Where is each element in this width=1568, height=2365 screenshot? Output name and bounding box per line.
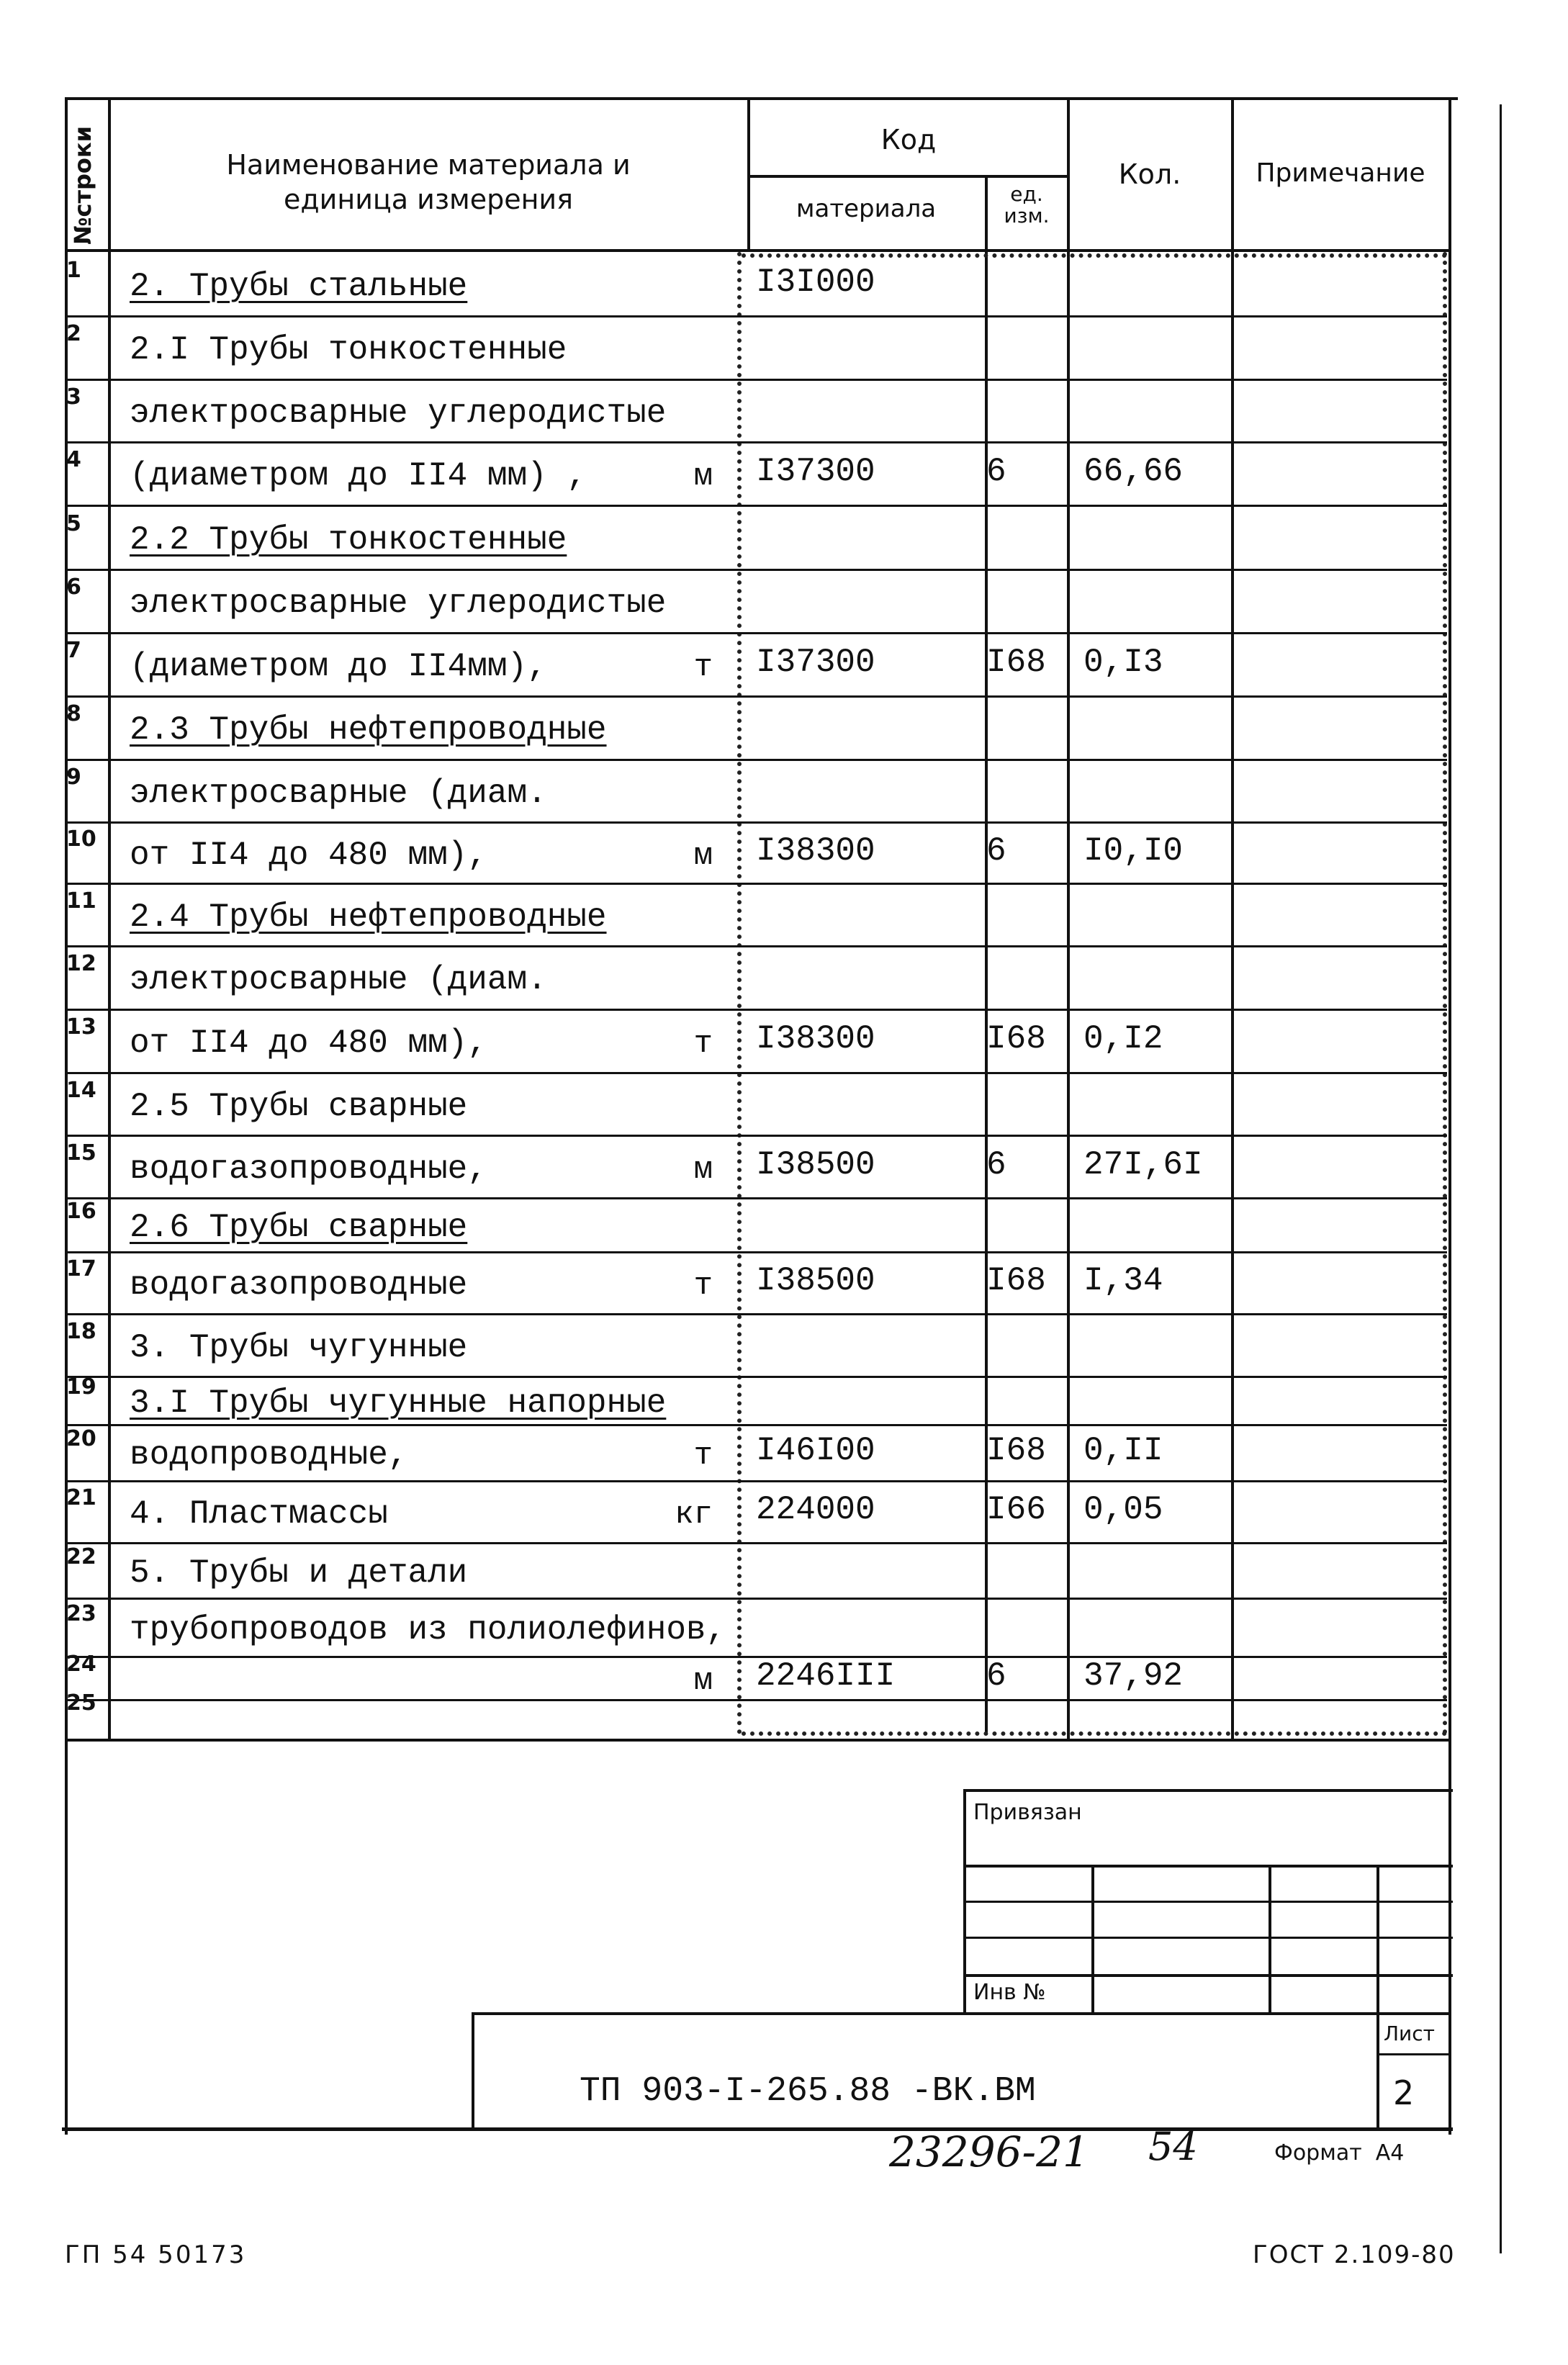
row-separator bbox=[65, 759, 1447, 761]
material-name: 3.I Трубы чугунные напорные bbox=[130, 1384, 667, 1422]
row-separator bbox=[65, 1313, 1447, 1315]
row-number: 15 bbox=[66, 1140, 96, 1166]
material-name: трубопроводов из полиолефинов, bbox=[130, 1611, 726, 1649]
sheet-label: Лист bbox=[1384, 2022, 1435, 2045]
stamp-col-2 bbox=[1269, 1865, 1271, 2012]
code-left-dotted bbox=[737, 252, 742, 1735]
material-name: 2.2 Трубы тонкостенные bbox=[130, 521, 567, 559]
row-number: 2 bbox=[66, 321, 81, 346]
material-code: I46I00 bbox=[756, 1432, 875, 1469]
quantity: 27I,6I bbox=[1083, 1145, 1203, 1184]
material-name: 2.5 Трубы сварные bbox=[130, 1087, 468, 1125]
material-name: (диаметром до II4 мм) , bbox=[130, 457, 587, 495]
stamp-line-1 bbox=[963, 1865, 1453, 1868]
row-separator bbox=[65, 1424, 1447, 1426]
row-separator bbox=[65, 1197, 1447, 1199]
stamp-top bbox=[963, 1789, 1453, 1792]
row-separator bbox=[65, 441, 1447, 443]
row-number: 17 bbox=[66, 1256, 96, 1281]
row-number: 7 bbox=[66, 638, 81, 663]
unit-code: I68 bbox=[986, 1432, 1046, 1469]
unit-of-measure: т bbox=[693, 1026, 713, 1062]
row-number: 10 bbox=[66, 826, 96, 852]
row-separator bbox=[65, 1135, 1447, 1137]
row-separator bbox=[65, 632, 1447, 634]
quantity: 0,I2 bbox=[1083, 1020, 1163, 1058]
row-number: 18 bbox=[66, 1318, 96, 1344]
row-separator bbox=[65, 695, 1447, 698]
stamp-col-3 bbox=[1376, 1865, 1379, 2131]
sheet-number: 2 bbox=[1393, 2073, 1415, 2112]
material-name: 2.3 Трубы нефтепроводные bbox=[130, 711, 607, 749]
code-unit-header: ед. изм. bbox=[1004, 182, 1050, 228]
unit-of-measure: т bbox=[693, 649, 713, 685]
row-separator bbox=[65, 821, 1447, 824]
note-header: Примечание bbox=[1256, 158, 1425, 188]
unit-code: 6 bbox=[986, 453, 1006, 490]
material-code: I38500 bbox=[756, 1262, 875, 1299]
quantity: I,34 bbox=[1083, 1262, 1163, 1299]
unit-code: 6 bbox=[986, 832, 1006, 870]
row-number: 22 bbox=[66, 1544, 96, 1569]
row-separator bbox=[65, 569, 1447, 571]
material-name: водопроводные, bbox=[130, 1436, 408, 1474]
row-number: 16 bbox=[66, 1198, 96, 1224]
material-name: 4. Пластмассы bbox=[130, 1495, 388, 1533]
row-separator bbox=[65, 1251, 1447, 1253]
row-separator bbox=[65, 1542, 1447, 1544]
row-separator bbox=[65, 379, 1447, 381]
material-name: (диаметром до II4мм), bbox=[130, 648, 547, 685]
row-number: 14 bbox=[66, 1077, 96, 1103]
row-separator bbox=[65, 1376, 1447, 1378]
row-separator bbox=[65, 883, 1447, 885]
qty-header: Кол. bbox=[1118, 158, 1181, 190]
name-header-line2: единица измерения bbox=[284, 184, 573, 215]
material-name: электросварные углеродистые bbox=[130, 585, 667, 622]
col-sep-note bbox=[1231, 97, 1234, 1739]
right-footer-code: ГОСТ 2.109-80 bbox=[1253, 2240, 1456, 2269]
page-bottom-line bbox=[62, 2127, 1453, 2131]
format-label: Формат А4 bbox=[1274, 2140, 1405, 2166]
material-name: 2. Трубы стальные bbox=[130, 268, 468, 305]
title-block-left bbox=[472, 2012, 474, 2131]
name-header bbox=[112, 148, 745, 217]
outer-right-border bbox=[1500, 104, 1502, 2253]
row-number: 8 bbox=[66, 701, 81, 726]
quantity: 0,05 bbox=[1083, 1491, 1163, 1528]
material-name: от II4 до 480 мм), bbox=[130, 1024, 487, 1062]
row-number: 20 bbox=[66, 1426, 96, 1451]
unit-code: 6 bbox=[986, 1145, 1006, 1184]
material-name: электросварные (диам. bbox=[130, 774, 547, 812]
material-code: I37300 bbox=[756, 453, 875, 490]
unit-of-measure: т bbox=[693, 1438, 713, 1474]
row-number: 13 bbox=[66, 1014, 96, 1040]
unit-of-measure: м bbox=[693, 837, 713, 874]
material-name: 2.4 Трубы нефтепроводные bbox=[130, 898, 607, 936]
stamp-col-1 bbox=[1091, 1865, 1094, 2012]
row-separator bbox=[65, 945, 1447, 947]
stamp-line-2 bbox=[963, 1901, 1453, 1903]
material-name: электросварные углеродистые bbox=[130, 394, 667, 432]
body-bottom-dotted bbox=[742, 1731, 1447, 1736]
code-subheader-line bbox=[747, 175, 1068, 178]
unit-code: I68 bbox=[986, 644, 1046, 681]
unit-code: 6 bbox=[986, 1657, 1006, 1695]
body-top-dotted bbox=[742, 253, 1447, 258]
row-number: 23 bbox=[66, 1600, 96, 1626]
unit-code: I68 bbox=[986, 1020, 1046, 1058]
material-code: I38500 bbox=[756, 1145, 875, 1184]
col-sep-qty bbox=[1067, 97, 1070, 1739]
row-number: 25 bbox=[66, 1690, 96, 1716]
row-number: 6 bbox=[66, 575, 81, 600]
quantity: I0,I0 bbox=[1083, 832, 1184, 870]
material-code: I3I000 bbox=[756, 263, 875, 301]
row-number: 3 bbox=[66, 384, 81, 410]
table-top-border bbox=[65, 97, 1458, 100]
unit-of-measure: м bbox=[693, 1151, 713, 1188]
row-separator bbox=[65, 505, 1447, 507]
material-code: I37300 bbox=[756, 644, 875, 681]
material-name: 2.I Трубы тонкостенные bbox=[130, 331, 567, 369]
row-separator bbox=[65, 1598, 1447, 1600]
unit-of-measure: т bbox=[693, 1268, 713, 1304]
material-name: от II4 до 480 мм), bbox=[130, 836, 487, 874]
unit-code: I66 bbox=[986, 1491, 1046, 1528]
unit-of-measure: м bbox=[693, 1663, 713, 1699]
unit-code: I68 bbox=[986, 1262, 1046, 1299]
title-block-top bbox=[472, 2012, 1451, 2015]
quantity: 0,I3 bbox=[1083, 644, 1163, 681]
material-name: водогазопроводные, bbox=[130, 1150, 487, 1188]
row-number: 5 bbox=[66, 510, 81, 536]
material-name: 5. Трубы и детали bbox=[130, 1554, 468, 1592]
row-number: 21 bbox=[66, 1485, 96, 1510]
row-number: 12 bbox=[66, 951, 96, 976]
document-code: ТП 903-I-265.88 -ВК.ВМ bbox=[580, 2072, 1036, 2111]
code-material-header: материала bbox=[796, 194, 937, 223]
inv-no-label: Инв № bbox=[973, 1980, 1046, 2005]
quantity: 0,II bbox=[1083, 1432, 1163, 1469]
right-dotted bbox=[1443, 252, 1447, 1735]
unit-of-measure: кг bbox=[675, 1497, 713, 1533]
left-footer-code: ГП 54 50173 bbox=[65, 2240, 247, 2269]
material-code: 2246III bbox=[756, 1657, 896, 1695]
quantity: 37,92 bbox=[1083, 1657, 1184, 1695]
sheet-label-line bbox=[1376, 2053, 1451, 2055]
handwritten-number: 23296-21 bbox=[889, 2127, 1089, 2176]
row-separator bbox=[65, 1072, 1447, 1074]
row-number: 24 bbox=[66, 1652, 96, 1677]
row-number: 9 bbox=[66, 764, 81, 790]
quantity: 66,66 bbox=[1083, 453, 1184, 490]
row-separator bbox=[65, 1699, 1447, 1701]
material-name: 3. Трубы чугунные bbox=[130, 1328, 468, 1366]
material-name: 2.6 Трубы сварные bbox=[130, 1208, 468, 1246]
rownum-header: №строки bbox=[69, 125, 96, 245]
row-separator bbox=[65, 1009, 1447, 1011]
row-number: 4 bbox=[66, 447, 81, 472]
header-bottom-line bbox=[65, 249, 1451, 252]
stamp-line-4 bbox=[963, 1974, 1453, 1977]
row-number: 11 bbox=[66, 888, 96, 914]
material-code: I38300 bbox=[756, 1020, 875, 1058]
unit-of-measure: м bbox=[693, 459, 713, 495]
stamp-line-3 bbox=[963, 1937, 1453, 1939]
code-header: Код bbox=[880, 124, 937, 156]
row-separator bbox=[65, 1480, 1447, 1482]
table-bottom-line bbox=[65, 1739, 1451, 1742]
handwritten-page: 54 bbox=[1148, 2124, 1198, 2169]
material-code: 224000 bbox=[756, 1491, 875, 1528]
name-header-line1: Наименование материала и bbox=[226, 149, 631, 181]
table-right-border bbox=[1448, 97, 1451, 2135]
material-name: электросварные (диам. bbox=[130, 961, 547, 999]
row-number: 1 bbox=[66, 258, 81, 283]
material-name: водогазопроводные bbox=[130, 1266, 468, 1304]
privyazan-label: Привязан bbox=[973, 1800, 1082, 1825]
material-code: I38300 bbox=[756, 832, 875, 870]
row-number: 19 bbox=[66, 1374, 96, 1400]
row-separator bbox=[65, 315, 1447, 317]
